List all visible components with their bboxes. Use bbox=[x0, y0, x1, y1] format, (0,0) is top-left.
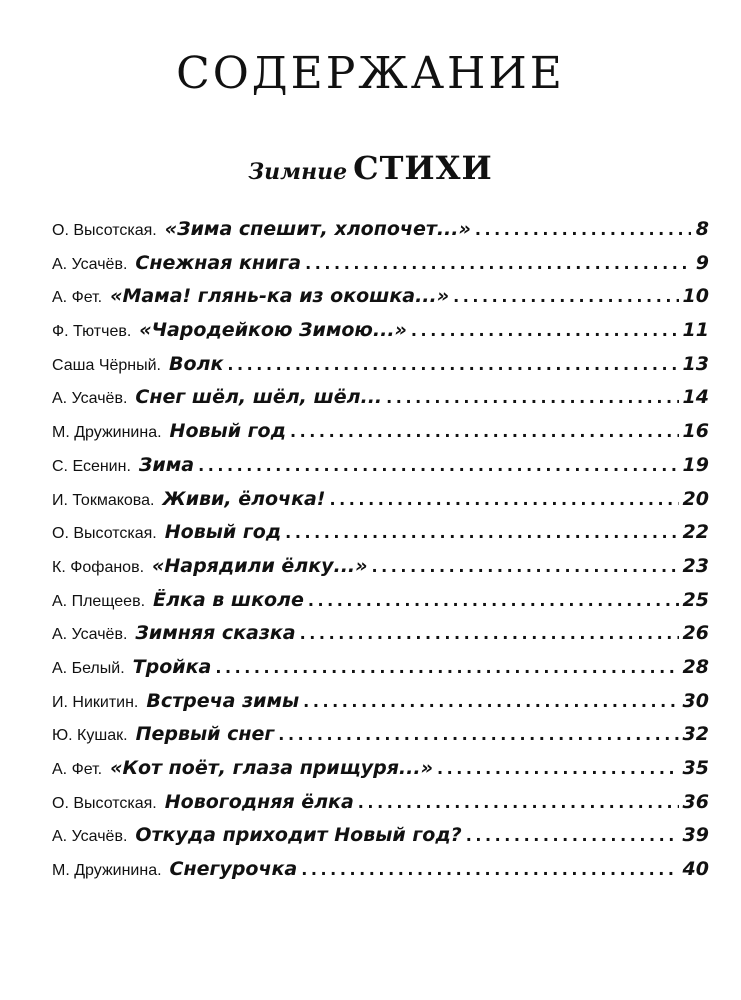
toc-entry-title: «Зима спешит, хлопочет...» bbox=[164, 218, 471, 240]
toc-entry-author: А. Фет. bbox=[52, 761, 103, 778]
toc-entry-author: О. Высотская. bbox=[52, 794, 157, 812]
toc-entry-page-number: 36 bbox=[682, 790, 709, 813]
toc-dot-leader bbox=[437, 759, 679, 778]
toc-dot-leader bbox=[198, 456, 678, 475]
toc-entry-author: Ю. Кушак. bbox=[52, 727, 128, 745]
toc-entry-title: Тройка bbox=[132, 655, 212, 678]
toc-entry-page-number: 14 bbox=[682, 386, 709, 409]
toc-entry bbox=[52, 285, 709, 319]
toc-entry-page-number: 30 bbox=[682, 689, 709, 712]
toc-entry-author: А. Плещеев. bbox=[52, 592, 146, 610]
toc-entry-author: М. Дружинина. bbox=[52, 862, 162, 880]
toc-entry bbox=[52, 690, 709, 724]
toc-entry-title: «Мама! глянь-ка из окошка...» bbox=[110, 285, 450, 308]
toc-entry-author: А. Усачёв. bbox=[52, 255, 128, 273]
toc-entry-title: Новый год bbox=[169, 420, 286, 443]
toc-dot-leader bbox=[358, 793, 679, 812]
toc-entry bbox=[52, 218, 709, 252]
toc-entry-title: Новый год bbox=[164, 521, 282, 544]
toc-entry bbox=[52, 386, 709, 420]
toc-dot-leader bbox=[285, 523, 678, 542]
toc-entry-author: Ф. Тютчев. bbox=[52, 323, 132, 341]
toc-entry-page-number: 32 bbox=[682, 723, 709, 746]
toc-entry bbox=[52, 723, 709, 757]
toc-dot-leader bbox=[329, 490, 678, 509]
toc-entry bbox=[52, 791, 709, 825]
toc-entry bbox=[52, 589, 709, 623]
toc-dot-leader bbox=[466, 826, 679, 845]
toc-entry-page-number: 23 bbox=[682, 554, 709, 577]
toc-entry-page-number: 35 bbox=[682, 757, 709, 779]
toc-entry-page-number: 19 bbox=[682, 453, 709, 476]
toc-entry-title: Откуда приходит Новый год? bbox=[135, 824, 462, 847]
toc-entry bbox=[52, 353, 709, 387]
toc-entry-page-number: 39 bbox=[682, 824, 709, 847]
toc-dot-leader bbox=[371, 557, 678, 576]
toc-entry-page-number: 22 bbox=[682, 521, 709, 544]
toc-entry-page-number: 20 bbox=[682, 487, 709, 510]
toc-dot-leader bbox=[308, 591, 679, 610]
toc-entry-page-number: 25 bbox=[682, 588, 709, 611]
toc-entry-page-number: 9 bbox=[695, 251, 709, 274]
toc-entry-title: «Чародейкою Зимою...» bbox=[139, 319, 407, 342]
toc-entry-page-number: 40 bbox=[682, 858, 709, 881]
toc-entry-title: Живи, ёлочка! bbox=[162, 487, 326, 510]
toc-entry-author: А. Усачёв. bbox=[52, 390, 128, 408]
toc-dot-leader bbox=[411, 321, 679, 340]
toc-dot-leader bbox=[290, 422, 679, 441]
toc-entry-title: «Кот поёт, глаза прищуря...» bbox=[110, 757, 433, 779]
toc-dot-leader bbox=[453, 287, 678, 306]
toc-entry-title: Новогодняя ёлка bbox=[164, 790, 354, 813]
toc-entry-page-number: 11 bbox=[682, 319, 709, 342]
toc-entry bbox=[52, 656, 709, 690]
toc-entry-author: А. Усачёв. bbox=[52, 626, 128, 644]
toc-entry bbox=[52, 824, 709, 858]
toc-entry-title: Зимняя сказка bbox=[135, 622, 296, 645]
toc-entry-page-number: 8 bbox=[695, 218, 709, 240]
toc-entry-author: О. Высотская. bbox=[52, 525, 157, 543]
toc-entry bbox=[52, 319, 709, 353]
toc-entry-title: Первый снег bbox=[135, 723, 275, 746]
toc-entry-author: А. Фет. bbox=[52, 289, 103, 307]
toc-entry-author: К. Фофанов. bbox=[52, 558, 145, 576]
section-heading-main: СТИХИ bbox=[353, 149, 493, 187]
toc-entry-title: Снег шёл, шёл, шёл... bbox=[135, 386, 383, 409]
toc-entry bbox=[52, 757, 709, 791]
toc-entry-title: «Нарядили ёлку...» bbox=[152, 554, 368, 577]
toc-entry bbox=[52, 521, 709, 555]
toc-entry-author: Саша Чёрный. bbox=[52, 356, 161, 374]
toc-entry-page-number: 28 bbox=[682, 655, 709, 678]
toc-entry-author: С. Есенин. bbox=[52, 457, 131, 475]
toc-dot-leader bbox=[475, 220, 691, 239]
toc-entry-page-number: 13 bbox=[682, 352, 709, 375]
toc-entry-title: Встреча зимы bbox=[146, 689, 300, 712]
toc-dot-leader bbox=[300, 624, 679, 643]
toc-entry bbox=[52, 252, 709, 286]
toc-entry-author: О. Высотская. bbox=[52, 222, 157, 239]
toc-entry bbox=[52, 555, 709, 589]
toc-entry-title: Снегурочка bbox=[169, 858, 298, 881]
toc-entry-author: И. Никитин. bbox=[52, 693, 139, 711]
toc-entry-author: А. Белый. bbox=[52, 659, 125, 677]
toc-entry-page-number: 16 bbox=[682, 420, 709, 443]
toc-entry-title: Снежная книга bbox=[135, 251, 302, 274]
toc-entry-title: Волк bbox=[169, 352, 224, 375]
toc-entry bbox=[52, 488, 709, 522]
toc-dot-leader bbox=[386, 388, 678, 407]
page-title: СОДЕРЖАНИЕ bbox=[176, 48, 565, 99]
toc-entry bbox=[52, 622, 709, 656]
toc-dot-leader bbox=[215, 658, 678, 677]
toc-entry-author: И. Токмакова. bbox=[52, 491, 155, 509]
toc-entry bbox=[52, 454, 709, 488]
toc-entry-title: Зима bbox=[138, 453, 195, 476]
toc-dot-leader bbox=[227, 355, 678, 374]
toc-dot-leader bbox=[303, 692, 678, 711]
toc-entry bbox=[52, 420, 709, 454]
toc-entry-author: А. Усачёв. bbox=[52, 828, 128, 846]
toc-entry-page-number: 10 bbox=[682, 285, 709, 308]
table-of-contents bbox=[52, 218, 709, 892]
toc-dot-leader bbox=[305, 254, 691, 273]
toc-entry-page-number: 26 bbox=[682, 622, 709, 645]
section-heading bbox=[0, 148, 741, 192]
toc-dot-leader bbox=[278, 725, 678, 744]
toc-entry-title: Ёлка в школе bbox=[153, 588, 304, 611]
section-heading-prefix: Зимние bbox=[248, 159, 348, 185]
toc-dot-leader bbox=[301, 860, 678, 879]
toc-entry-author: М. Дружинина. bbox=[52, 424, 162, 442]
toc-entry bbox=[52, 858, 709, 892]
